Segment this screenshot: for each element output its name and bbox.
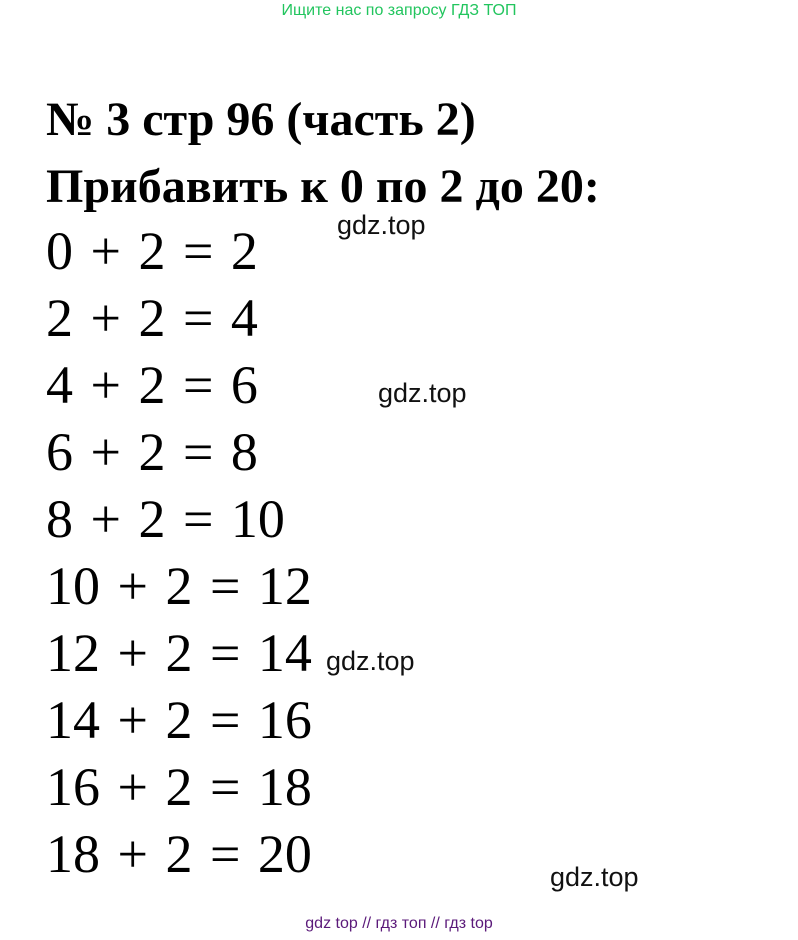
- equation-2: 2 + 2 = 4: [46, 288, 258, 348]
- equation-6: 10 + 2 = 12: [46, 556, 312, 616]
- footer: gdz top // гдз топ // гдз top: [305, 915, 493, 932]
- equation-list: [46, 218, 312, 888]
- equation-4: 6 + 2 = 8: [46, 422, 258, 482]
- watermark: gdz.top: [337, 210, 426, 240]
- equation-1: 0 + 2 = 2: [46, 221, 258, 281]
- equation-10: 18 + 2 = 20: [46, 824, 312, 884]
- equation-5: 8 + 2 = 10: [46, 489, 285, 549]
- watermark: gdz.top: [378, 378, 467, 408]
- equation-7: 12 + 2 = 14: [46, 623, 312, 683]
- equation-3: 4 + 2 = 6: [46, 355, 258, 415]
- task-heading: Прибавить к 0 по 2 до 20:: [46, 160, 600, 213]
- page-title: № 3 стр 96 (часть 2): [46, 93, 476, 146]
- equation-8: 14 + 2 = 16: [46, 690, 312, 750]
- equation-9: 16 + 2 = 18: [46, 757, 312, 817]
- watermark: gdz.top: [550, 862, 639, 892]
- watermark: gdz.top: [326, 646, 415, 676]
- top-banner: Ищите нас по запросу ГДЗ ТОП: [281, 2, 517, 19]
